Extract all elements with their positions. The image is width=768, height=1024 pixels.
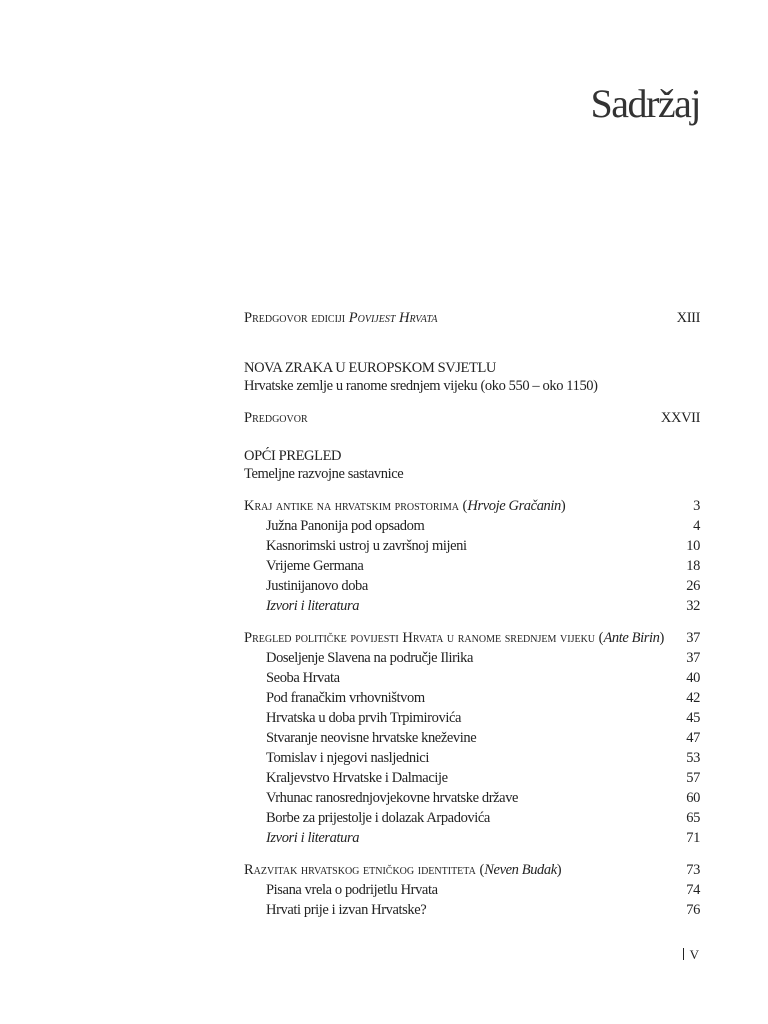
toc-page-number: 74 <box>686 882 700 898</box>
toc-page-number: 42 <box>686 690 700 706</box>
toc-entry[interactable]: Seoba Hrvata 40 <box>266 670 700 686</box>
toc-entry[interactable]: Vrhunac ranosrednjovjekovne hrvatske države 60 <box>266 790 700 806</box>
section-heading-opci-pregled: OPĆI PREGLED <box>244 448 342 464</box>
toc-page-number: 37 <box>686 650 700 666</box>
toc-page-number: XIII <box>676 310 700 326</box>
page-title: Sadržaj <box>590 81 700 126</box>
toc-entry[interactable]: Kraljevstvo Hrvatske i Dalmacije 57 <box>266 770 700 786</box>
section-heading-nova-zraka: NOVA ZRAKA U EUROPSKOM SVJETLU <box>244 360 496 376</box>
toc-page-number: 26 <box>686 578 700 594</box>
toc-page-number: 73 <box>686 862 700 878</box>
toc-page-number: 45 <box>686 710 700 726</box>
toc-chapter-razvitak[interactable]: Razvitak hrvatskog etničkog identiteta (Neven Budak) 73 <box>244 862 700 878</box>
toc-entry[interactable]: Tomislav i njegovi nasljednici 53 <box>266 750 700 766</box>
toc-label: Predgovor <box>244 410 308 426</box>
toc-page-number: 57 <box>686 770 700 786</box>
toc-entry-predgovor[interactable] <box>244 408 700 428</box>
toc-entry[interactable]: Južna Panonija pod opsadom 4 <box>266 518 700 534</box>
chapter-author: Neven Budak <box>484 862 557 878</box>
toc-page-number: 10 <box>686 538 700 554</box>
toc-page-number: 60 <box>686 790 700 806</box>
toc-entry-izvori[interactable]: Izvori i literatura 71 <box>266 830 700 846</box>
page-folio <box>683 947 700 963</box>
toc-page-number: 47 <box>686 730 700 746</box>
chapter-author: Hrvoje Gračanin <box>467 498 561 514</box>
toc-page-number: 65 <box>686 810 700 826</box>
toc-page-number: 37 <box>686 630 700 646</box>
toc-entry[interactable]: Justinijanovo doba 26 <box>266 578 700 594</box>
toc-page-number: 3 <box>693 498 700 514</box>
toc-page-number: 40 <box>686 670 700 686</box>
toc-entry[interactable]: Borbe za prijestolje i dolazak Arpadovića 65 <box>266 810 700 826</box>
folio-number: V <box>689 947 700 962</box>
toc-entry[interactable]: Pisana vrela o podrijetlu Hrvata 74 <box>266 882 700 898</box>
toc-page-number: 32 <box>686 598 700 614</box>
toc-page-number: 4 <box>693 518 700 534</box>
chapter-author: Ante Birin <box>603 630 660 646</box>
section-subtitle: Hrvatske zemlje u ranome srednjem vijeku (oko 550 – oko 1150) <box>244 378 598 394</box>
toc-entry[interactable]: Hrvati prije i izvan Hrvatske? 76 <box>266 902 700 918</box>
toc-entry-predgovor-ediciji[interactable] <box>244 308 700 328</box>
toc-entry-izvori[interactable]: Izvori i literatura 32 <box>266 598 700 614</box>
toc-page-number: 76 <box>686 902 700 918</box>
toc-entry[interactable]: Doseljenje Slavena na područje Ilirika 37 <box>266 650 700 666</box>
toc-chapter-pregled-politicke[interactable]: Pregled političke povijesti Hrvata u ranome srednjem vijeku (Ante Birin) 37 <box>244 630 700 646</box>
toc-label: Predgovor ediciji <box>244 310 349 326</box>
toc-entry[interactable]: Vrijeme Germana 18 <box>266 558 700 574</box>
toc-entry[interactable]: Kasnorimski ustroj u završnoj mijeni 10 <box>266 538 700 554</box>
section-subtitle: Temeljne razvojne sastavnice <box>244 466 404 482</box>
toc-page-number: 53 <box>686 750 700 766</box>
toc-label-italic: Povijest Hrvata <box>348 310 438 326</box>
folio-rule <box>683 948 684 960</box>
toc-entry[interactable]: Hrvatska u doba prvih Trpimirovića 45 <box>266 710 700 726</box>
toc-entry[interactable]: Stvaranje neovisne hrvatske kneževine 47 <box>266 730 700 746</box>
toc-page-number: XXVII <box>660 410 700 426</box>
toc-page-number: 18 <box>686 558 700 574</box>
toc-chapter-kraj-antike[interactable]: Kraj antike na hrvatskim prostorima (Hrvoje Gračanin) 3 <box>244 498 700 514</box>
toc-entry[interactable]: Pod franačkim vrhovništvom 42 <box>266 690 700 706</box>
toc-page-number: 71 <box>686 830 700 846</box>
